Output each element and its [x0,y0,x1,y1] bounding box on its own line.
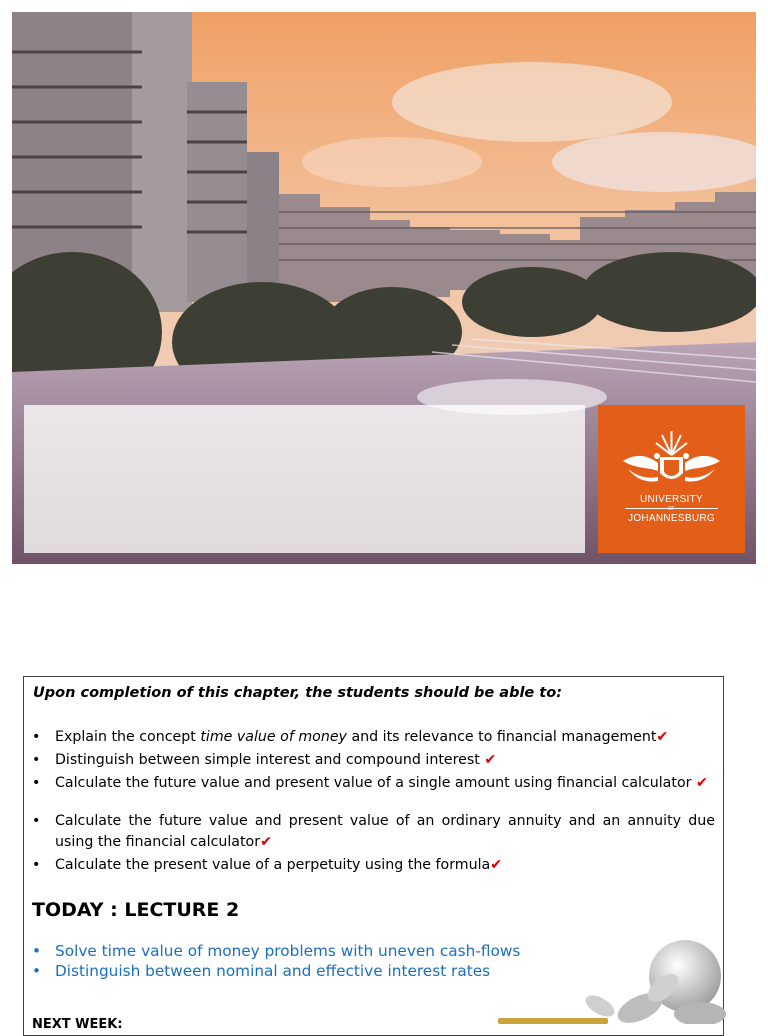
university-logo [598,405,745,553]
crest-icon [620,429,723,489]
logo-university: UNIVERSITY [639,494,703,505]
bullet-icon: • [32,752,41,768]
thinking-figure-illustration [470,938,730,1024]
title-placeholder [24,405,585,553]
objective-text: Distinguish between simple interest and compound interest [55,752,485,768]
objective-emphasis: time value of money [200,729,347,745]
today-text: Distinguish between nominal and effective interest rates [55,962,491,980]
objective-item [32,811,715,853]
objectives-heading: Upon completion of this chapter, the students should be able to: [33,685,562,701]
checkmark-icon: ✔ [484,752,497,768]
bullet-icon: • [32,962,42,980]
objective-text: Calculate the future value and present value of an ordinary annuity and an annuity due using the financial calculator [55,813,715,850]
title-slide [12,12,756,564]
bullet-icon: • [32,775,41,791]
checkmark-icon: ✔ [656,729,669,745]
lecture-title: TODAY : LECTURE 2 [32,899,240,921]
objective-item [32,855,715,876]
checkmark-icon: ✔ [260,834,272,850]
objective-text: and its relevance to financial management [346,729,657,745]
objective-item [32,773,715,794]
logo-of: OF [668,506,675,512]
bullet-icon: • [32,729,41,745]
objective-item [32,750,715,771]
checkmark-icon: ✔ [490,857,503,873]
logo-johannesburg: JOHANNESBURG [628,513,715,524]
objective-text: Calculate the future value and present value of a single amount using financial calculator [55,775,696,791]
today-text: Solve time value of money problems with uneven cash-flows [55,942,521,960]
bullet-icon: • [32,942,42,960]
objective-text: Calculate the present value of a perpetuity using the formula [55,857,491,873]
checkmark-icon: ✔ [695,775,708,791]
bullet-icon: • [32,813,41,829]
objective-item [32,727,715,748]
next-week-heading: NEXT WEEK: [32,1017,123,1032]
bullet-icon: • [32,857,41,873]
objective-text: Explain the concept [55,729,201,745]
